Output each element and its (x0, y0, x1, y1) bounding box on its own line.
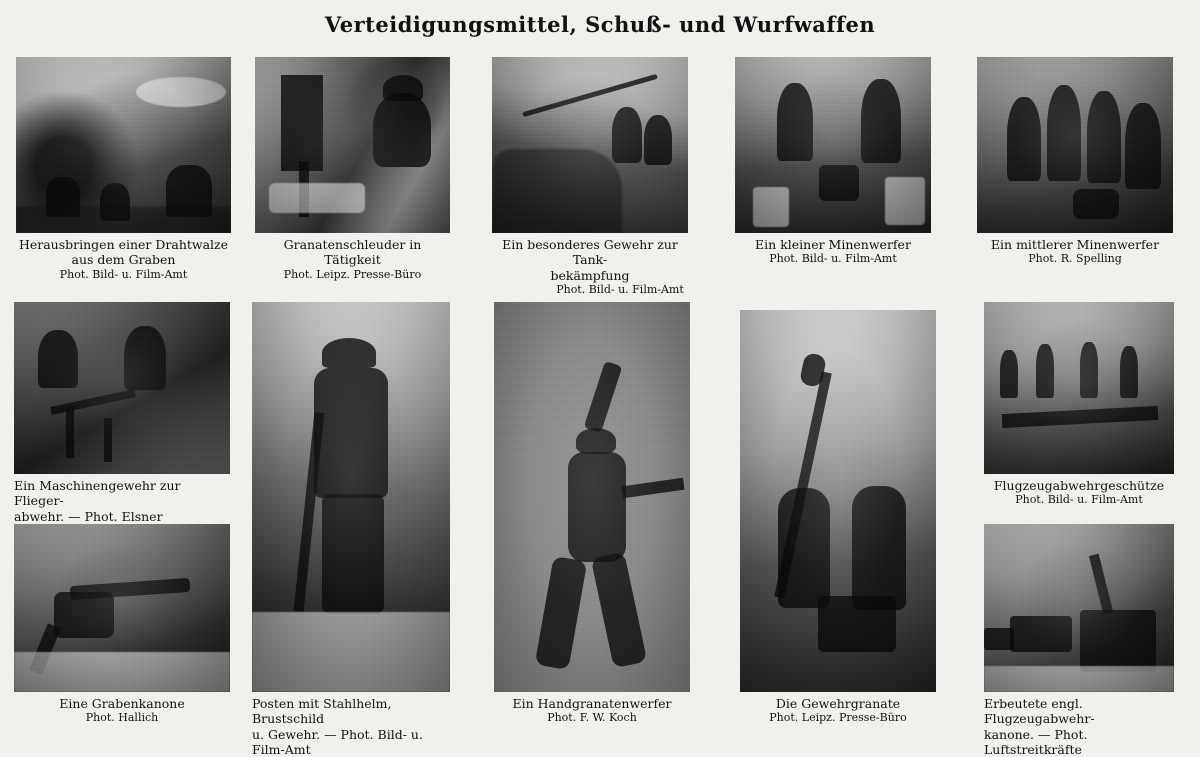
plate-7 (252, 302, 450, 757)
plate-5-caption: Ein mittlerer Minenwerfer (990, 237, 1160, 252)
plate-3-credit: Phot. Bild- u. Film-Amt (556, 282, 684, 296)
plate-12-photo (984, 524, 1174, 692)
plate-8 (494, 302, 690, 724)
plate-4-caption: Ein kleiner Minenwerfer (755, 237, 911, 252)
plate-2-photo (255, 57, 450, 233)
plate-3 (492, 57, 688, 296)
plate-1 (16, 57, 231, 281)
plate-5-photo (977, 57, 1173, 233)
plate-11 (14, 524, 230, 724)
plate-9-caption: Die Gewehrgranate (775, 696, 901, 711)
plate-6-photo (14, 302, 230, 474)
plate-2-credit: Phot. Leipz. Presse-Büro (283, 267, 422, 281)
plate-7-caption: Posten mit Stahlhelm, Brustschild u. Gewehr. — Phot. Bild- u. Film-Amt (252, 696, 423, 757)
plate-12 (984, 524, 1174, 757)
plate-2 (255, 57, 450, 281)
plate-10-caption: Flugzeugabwehrgeschütze (993, 478, 1165, 493)
plate-7-photo (252, 302, 450, 692)
plate-12-caption: Erbeutete engl. Flugzeugabwehr- kanone. — Phot. Luftstreitkräfte (984, 696, 1095, 757)
plate-10 (984, 302, 1174, 506)
plate-1-caption: Herausbringen einer Drahtwalze aus dem Graben (18, 237, 229, 268)
plate-3-photo (492, 57, 688, 233)
plate-4-photo (735, 57, 931, 233)
plate-9-credit: Phot. Leipz. Presse-Büro (769, 711, 907, 725)
plate-8-caption: Ein Handgranatenwerfer (512, 696, 672, 711)
plate-10-photo (984, 302, 1174, 474)
plate-4-credit: Phot. Bild- u. Film-Amt (769, 252, 897, 266)
plate-6-caption: Ein Maschinengewehr zur Flieger- abwehr. — Phot. Elsner (14, 478, 181, 524)
plate-11-credit: Phot. Hallich (85, 711, 159, 725)
plate-10-credit: Phot. Bild- u. Film-Amt (1015, 493, 1143, 507)
plate-5 (977, 57, 1173, 265)
plate-3-caption: Ein besonderes Gewehr zur Tank- bekämpfung (502, 237, 678, 283)
plate-11-photo (14, 524, 230, 692)
plate-2-caption: Granatenschleuder in Tätigkeit (283, 237, 422, 268)
plate-9 (740, 310, 936, 724)
plate-8-photo (494, 302, 690, 692)
plate-9-photo (740, 310, 936, 692)
plate-1-credit: Phot. Bild- u. Film-Amt (59, 267, 188, 281)
plate-8-credit: Phot. F. W. Koch (547, 711, 637, 725)
page-title: Verteidigungsmittel, Schuß- und Wurfwaffen (324, 12, 876, 37)
plate-11-caption: Eine Grabenkanone (59, 696, 185, 711)
plate-5-credit: Phot. R. Spelling (1028, 252, 1122, 266)
plate-4 (735, 57, 931, 265)
plate-1-photo (16, 57, 231, 233)
plate-6 (14, 302, 230, 524)
